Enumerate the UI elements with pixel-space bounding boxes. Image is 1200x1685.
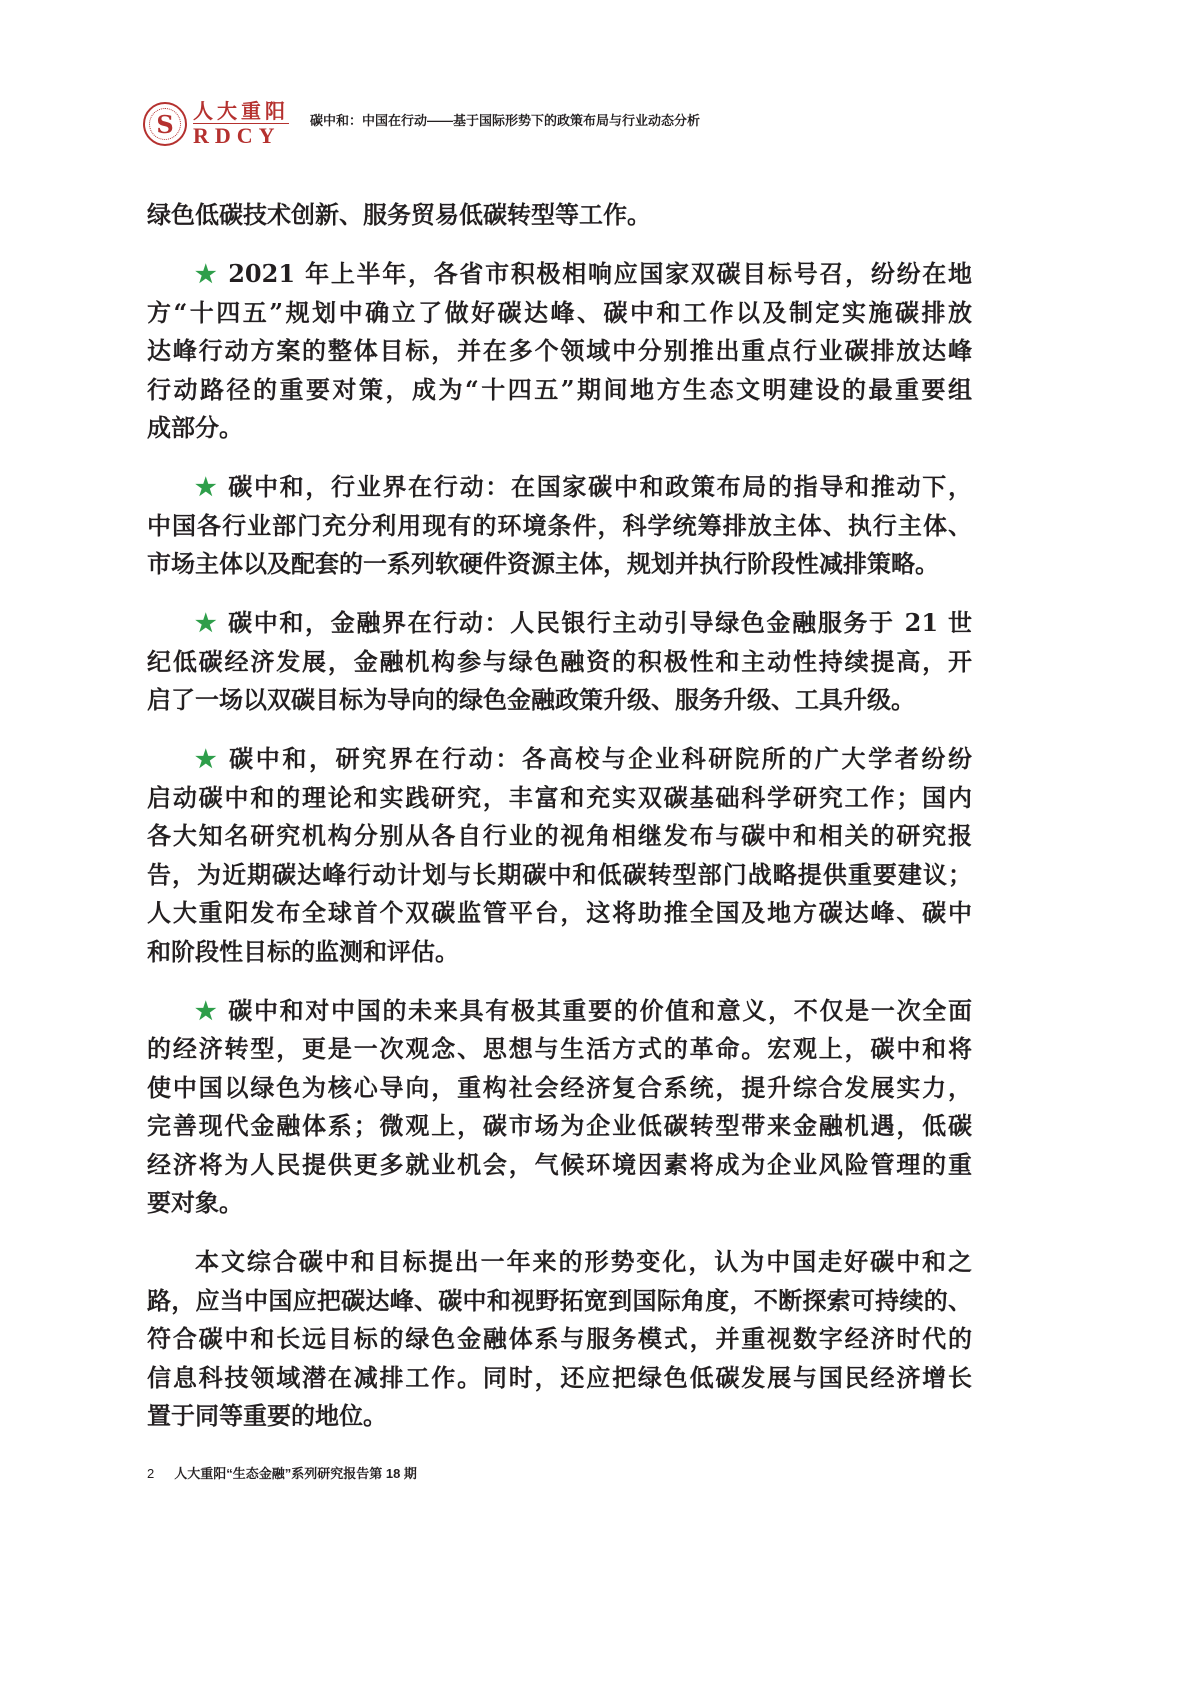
line-text: 碳中和，行业界在行动：在国家碳中和政策布局的指导和推动下， (228, 472, 973, 501)
logo-cn-text: 人大重阳 (193, 99, 289, 123)
text-line (147, 933, 972, 972)
paragraph (147, 740, 972, 971)
line-text: 经济将为人民提供更多就业机会，气候环境因素将成为企业风险管理的重 (147, 1149, 972, 1179)
text-line (147, 1184, 972, 1223)
text-line (147, 409, 972, 448)
line-text: 的经济转型，更是一次观念、思想与生活方式的革命。宏观上，碳中和将 (147, 1034, 972, 1063)
text-line (147, 604, 972, 643)
line-text: 人大重阳发布全球首个双碳监管平台，这将助推全国及地方碳达峰、碳中 (147, 898, 972, 927)
line-text: 碳中和对中国的未来具有极其重要的价值和意义，不仅是一次全面 (228, 995, 973, 1025)
line-text: 各大知名研究机构分别从各自行业的视角相继发布与碳中和相关的研究报 (147, 821, 972, 850)
line-text: 绿色低碳技术创新、服务贸易低碳转型等工作。 (147, 200, 651, 229)
text-line (147, 332, 972, 371)
line-text: 成部分。 (147, 413, 243, 442)
paragraph (147, 468, 972, 584)
text-line (147, 992, 972, 1031)
line-text: 本文综合碳中和目标提出一年来的形势变化，认为中国走好碳中和之 (195, 1247, 972, 1276)
star-bullet-icon: ★ (195, 744, 220, 773)
text-line (147, 740, 972, 779)
line-text: 使中国以绿色为核心导向，重构社会经济复合系统，提升综合发展实力， (147, 1072, 972, 1102)
logo-mark: S (156, 109, 174, 139)
text-line (147, 1359, 972, 1398)
paragraph (147, 196, 972, 235)
paragraph (147, 992, 972, 1223)
line-text: 完善现代金融体系；微观上，碳市场为企业低碳转型带来金融机遇，低碳 (147, 1111, 972, 1140)
text-line (147, 371, 972, 410)
text-line (147, 643, 972, 682)
text-line (147, 1282, 972, 1321)
running-title: 碳中和：中国在行动——基于国际形势下的政策布局与行业动态分析 (310, 113, 701, 128)
page-header (143, 98, 289, 150)
line-text: 符合碳中和长远目标的绿色金融体系与服务模式，并重视数字经济时代的 (147, 1324, 972, 1353)
rdcy-logo (193, 100, 289, 148)
line-text: 方“十四五”规划中确立了做好碳达峰、碳中和工作以及制定实施碳排放 (147, 297, 972, 327)
series-title: 人大重阳“生态金融”系列研究报告第 18 期 (174, 1466, 417, 1481)
page-number: 2 (147, 1466, 155, 1481)
text-line (147, 1397, 972, 1436)
line-text: 要对象。 (147, 1188, 243, 1217)
line-text: 路，应当中国应把碳达峰、碳中和视野拓宽到国际角度，不断探索可持续的、 (147, 1285, 972, 1315)
line-text: 碳中和，研究界在行动：各高校与企业科研院所的广大学者纷纷 (229, 744, 972, 773)
text-line (147, 1320, 972, 1359)
line-text: 中国各行业部门充分利用现有的环境条件，科学统筹排放主体、执行主体、 (147, 510, 972, 540)
line-text: 行动路径的重要对策，成为“十四五”期间地方生态文明建设的最重要组 (147, 374, 972, 404)
logo-en-text: RDCY (193, 123, 281, 148)
text-line (147, 294, 972, 333)
page-footer (147, 1463, 417, 1482)
line-text: 达峰行动方案的整体目标，并在多个领域中分别推出重点行业碳排放达峰 (147, 336, 972, 365)
line-text: 启动碳中和的理论和实践研究，丰富和充实双碳基础科学研究工作；国内 (147, 782, 972, 812)
text-line (147, 779, 972, 818)
text-line (147, 507, 972, 546)
line-text: 和阶段性目标的监测和评估。 (147, 936, 459, 966)
paragraph (147, 1243, 972, 1436)
star-bullet-icon: ★ (195, 259, 219, 288)
text-line (147, 1030, 972, 1069)
text-line (147, 1146, 972, 1185)
line-text: 告，为近期碳达峰行动计划与长期碳中和低碳转型部门战略提供重要建议； (147, 859, 972, 889)
text-line (147, 545, 972, 584)
star-bullet-icon: ★ (195, 995, 219, 1025)
rdcy-logo-seal (143, 102, 187, 146)
line-text: 纪低碳经济发展，金融机构参与绿色融资的积极性和主动性持续提高，开 (147, 646, 972, 676)
line-text: 置于同等重要的地位。 (147, 1401, 387, 1430)
text-line (147, 1243, 972, 1282)
text-line (147, 817, 972, 856)
star-bullet-icon: ★ (195, 608, 219, 637)
text-line (147, 856, 972, 895)
text-line (147, 1069, 972, 1108)
document-body (147, 196, 972, 1436)
line-text: 信息科技领域潜在减排工作。同时，还应把绿色低碳发展与国民经济增长 (147, 1362, 972, 1392)
text-line (147, 894, 972, 933)
text-line (147, 681, 972, 720)
text-line (147, 468, 972, 507)
line-text: 启了一场以双碳目标为导向的绿色金融政策升级、服务升级、工具升级。 (147, 685, 915, 714)
paragraph (147, 255, 972, 448)
text-line (147, 196, 972, 235)
text-line (147, 1107, 972, 1146)
text-line (147, 255, 972, 294)
line-text: 2021 年上半年，各省市积极相响应国家双碳目标号召，纷纷在地 (228, 259, 972, 288)
paragraph (147, 604, 972, 720)
line-text: 市场主体以及配套的一系列软硬件资源主体，规划并执行阶段性减排策略。 (147, 549, 939, 578)
line-text: 碳中和，金融界在行动：人民银行主动引导绿色金融服务于 21 世 (228, 608, 973, 637)
star-bullet-icon: ★ (195, 472, 219, 501)
